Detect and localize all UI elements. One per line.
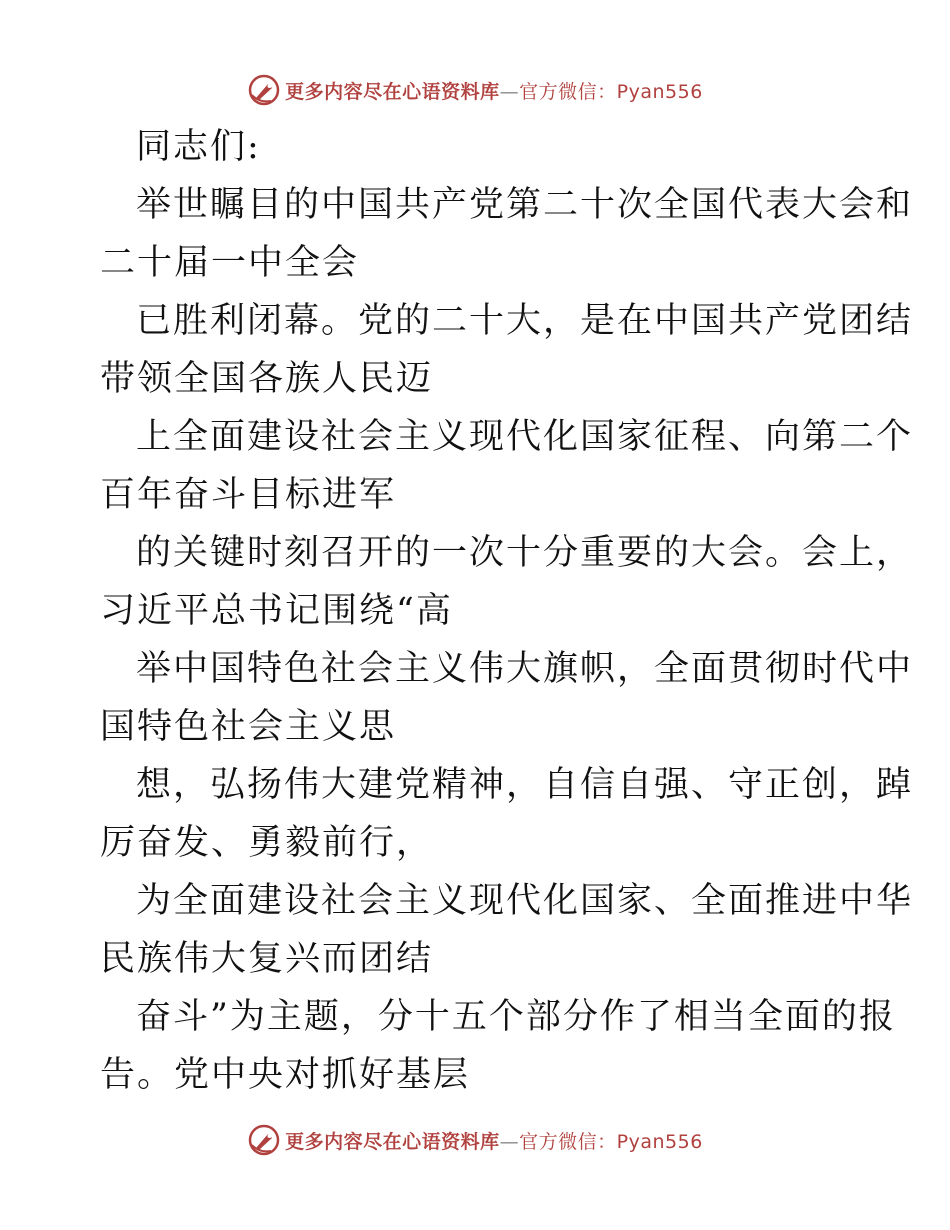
body-line: 二十届一中全会 <box>100 243 360 283</box>
header-watermark-banner <box>0 70 950 110</box>
body-line: 想，弘扬伟大建党精神，自信自强、守正创，踔 <box>136 765 914 805</box>
pen-nib-logo-icon <box>247 73 281 107</box>
footer-watermark-text <box>285 1127 703 1154</box>
body-line: 民族伟大复兴而团结 <box>100 939 434 979</box>
body-line: 习近平总书记围绕“高 <box>100 591 453 631</box>
document-body <box>100 118 914 1104</box>
footer-brand-text: 更多内容尽在心语资料库 <box>285 1130 500 1153</box>
body-line: 已胜利闭幕。党的二十大，是在中国共产党团结 <box>136 301 914 341</box>
footer-separator: — <box>499 1130 520 1153</box>
body-line: 为全面建设社会主义现代化国家、全面推进中华 <box>136 881 914 921</box>
body-line: 举世瞩目的中国共产党第二十次全国代表大会和 <box>136 185 914 225</box>
body-line: 国特色社会主义思 <box>100 707 397 747</box>
pen-nib-logo-icon <box>247 1123 281 1157</box>
body-line: 举中国特色社会主义伟大旗帜，全面贯彻时代中 <box>136 649 914 689</box>
header-watermark-text <box>285 77 703 104</box>
body-line: 上全面建设社会主义现代化国家征程、向第二个 <box>136 417 914 457</box>
body-line: 百年奋斗目标进军 <box>100 475 397 515</box>
header-separator: — <box>499 80 520 103</box>
header-wechat-text: 官方微信：Pyan556 <box>519 80 703 103</box>
body-line: 的关键时刻召开的一次十分重要的大会。会上， <box>136 533 914 573</box>
body-line: 带领全国各族人民迈 <box>100 359 434 399</box>
body-line: 同志们: <box>136 127 261 167</box>
body-line: 厉奋发、勇毅前行， <box>100 823 434 863</box>
header-brand-text: 更多内容尽在心语资料库 <box>285 80 500 103</box>
body-line: 奋斗”为主题，分十五个部分作了相当全面的报 <box>136 997 896 1037</box>
footer-wechat-text: 官方微信：Pyan556 <box>519 1130 703 1153</box>
footer-watermark-banner <box>0 1120 950 1160</box>
body-line: 告。党中央对抓好基层 <box>100 1055 471 1095</box>
